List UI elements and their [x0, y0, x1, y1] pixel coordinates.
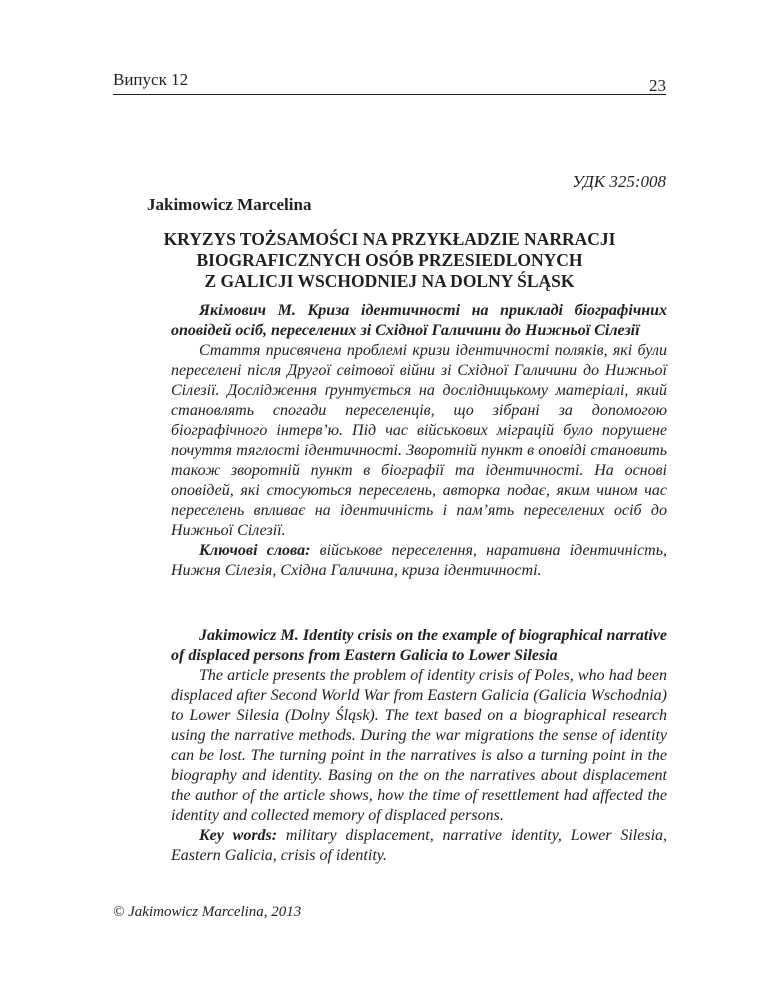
keywords	[171, 826, 667, 866]
copyright-notice: © Jakimowicz Marcelina, 2013	[113, 904, 302, 920]
keywords-text: military displacement, narrative identity, Lower Silesia, Eastern Galicia, crisis of identity.	[171, 827, 668, 864]
keywords-label: Ключові слова:	[199, 542, 311, 559]
title-line: BIOGRAFICZNYCH OSÓB PRZESIEDLONYCH	[196, 250, 583, 270]
abstract-heading: Якімович М. Криза ідентичності на прикладі біографічних оповідей осіб, переселених зі Східної Галичини до Нижньої Сілезії	[171, 302, 667, 339]
abstract-ukrainian	[171, 301, 667, 581]
abstract-english	[171, 626, 667, 866]
abstract-heading: Jakimowicz M. Identity crisis on the example of biographical narrative of displaced persons from Eastern Galicia to Lower Silesia	[171, 627, 667, 664]
keywords-label: Key words:	[199, 827, 278, 844]
issue-label: Випуск 12	[113, 70, 189, 89]
running-header	[113, 68, 666, 95]
page-number: 23	[649, 76, 666, 95]
udk-code: УДК 325:008	[572, 172, 666, 191]
abstract-body: The article presents the problem of identity crisis of Poles, who had been displaced after Second World War from Eastern Galicia (Galicia Wschodnia) to Lower Silesia (Dolny Śląsk). The text based on a biographical research using the narrative methods. During the war migrations the sense of identity can be lost. The turning point in the narratives is also a turning point in the biography and identity. Basing on the on the narratives about displacement the author of the article shows, how the time of resettlement had affected the identity and collected memory of displaced persons.	[171, 667, 667, 824]
abstract-body: Стаття присвячена проблемі кризи ідентичності поляків, які були переселені після Другої світової війни зі Східної Галичини до Нижньої Сілезії. Дослідження ґрунтується на дослідницькому матеріалі, який становлять спогади переселенців, що зібрані за допомогою біографічного інтерв’ю. Під час військових міграцій було порушене почуття тяглості ідентичності. Зворотній пункт в оповіді становить також зворотній пункт в біографії та ідентичності. На основі оповідей, які стосуються переселень, авторка подає, яким чином час переселень впливає на ідентичність і пам’ять переселених осіб до Нижньої Сілезії.	[171, 342, 667, 539]
keywords-text: військове переселення, наративна ідентичність, Нижня Сілезія, Східна Галичина, криза ідентичності.	[171, 542, 668, 579]
keywords	[171, 541, 667, 581]
author-name: Jakimowicz Marcelina	[147, 195, 312, 214]
title-line: KRYZYS TOŻSAMOŚCI NA PRZYKŁADZIE NARRACJI	[163, 229, 616, 249]
title-line: Z GALICJI WSCHODNIEJ NA DOLNY ŚLĄSK	[204, 271, 575, 291]
article-title	[113, 229, 666, 292]
